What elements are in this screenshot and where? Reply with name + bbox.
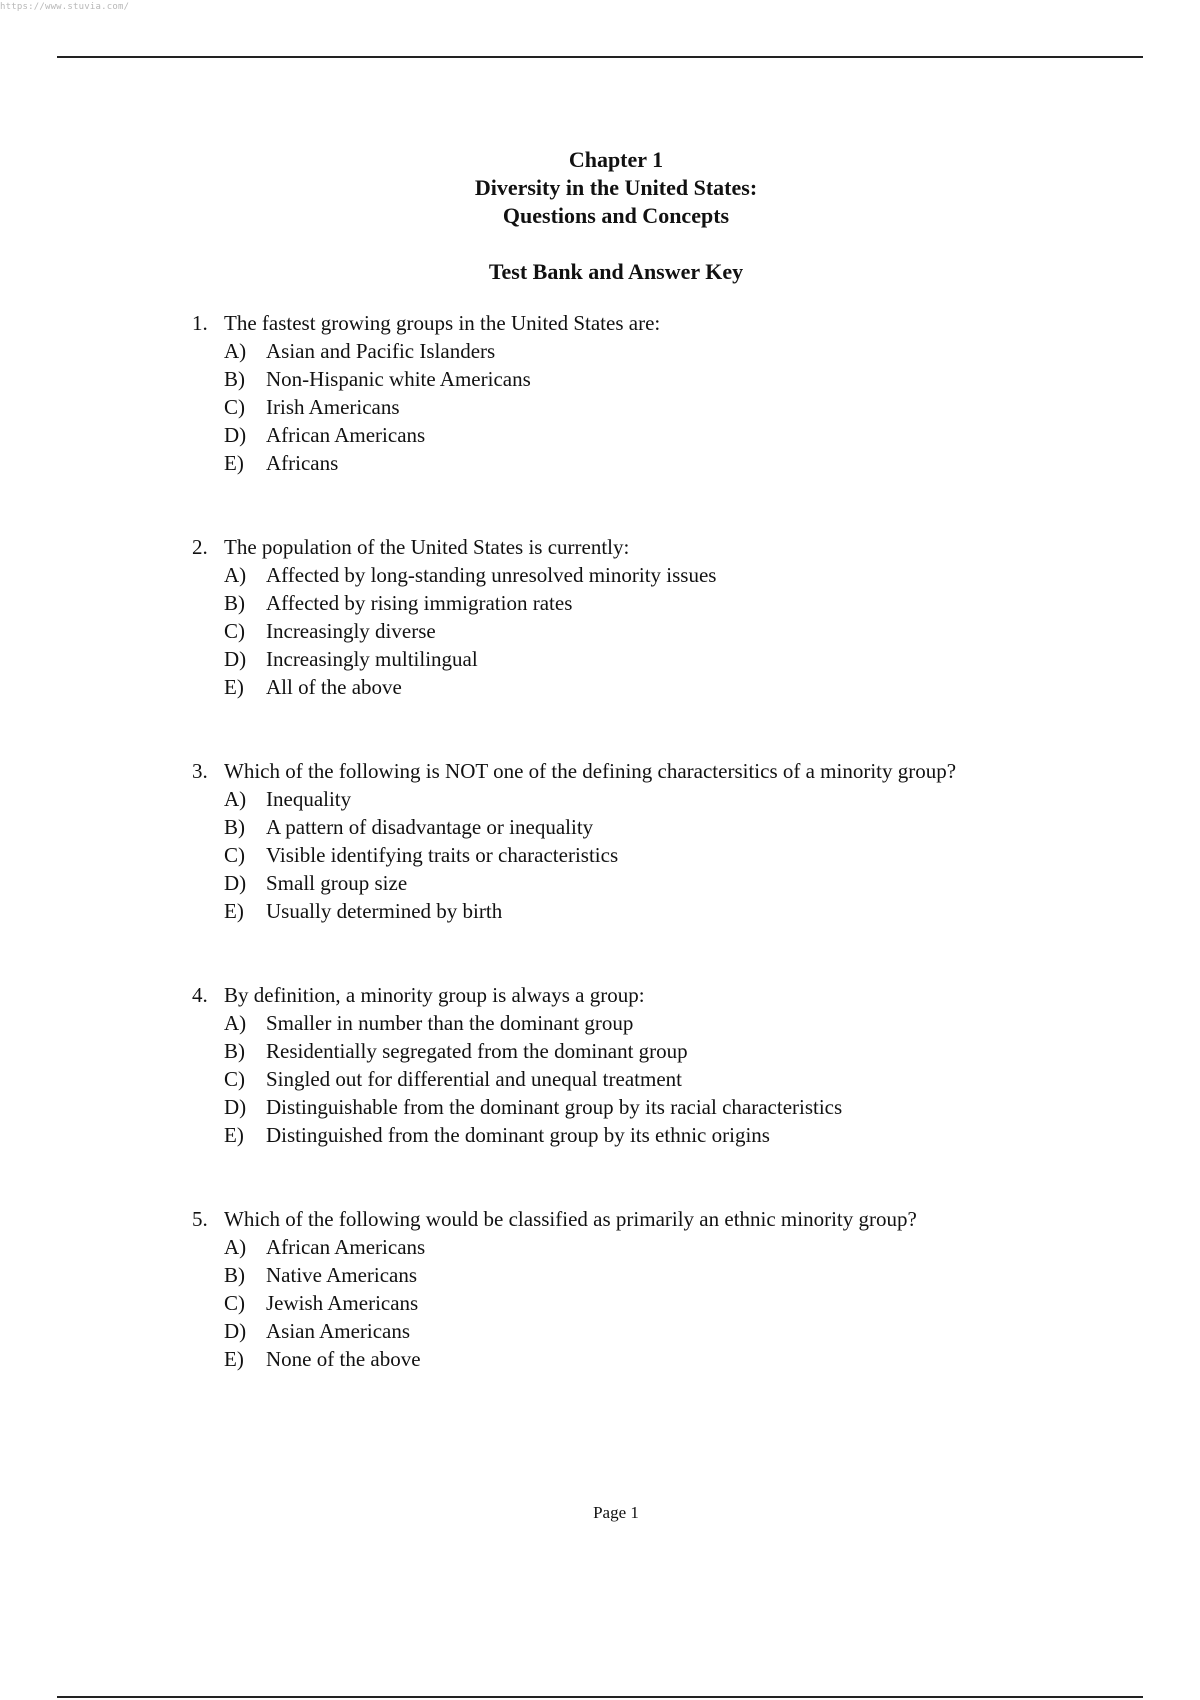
- option-letter: C): [224, 619, 245, 643]
- option-d: [224, 422, 1152, 450]
- option-text: Africans: [266, 451, 339, 475]
- option-text: Small group size: [266, 871, 408, 895]
- option-letter: D): [224, 647, 247, 671]
- option-letter: D): [224, 1095, 247, 1119]
- option-list: [192, 338, 1152, 478]
- option-text: Native Americans: [266, 1263, 418, 1287]
- option-letter: E): [224, 1347, 244, 1371]
- chapter-title-line-1: Diversity in the United States:: [474, 175, 758, 200]
- option-letter: C): [224, 843, 245, 867]
- top-divider: [57, 56, 1143, 58]
- option-c: [224, 1066, 1152, 1094]
- question-list: [192, 310, 1152, 1430]
- question-text: The population of the United States is currently:: [224, 535, 630, 559]
- document-subtitle: Test Bank and Answer Key: [488, 259, 744, 284]
- option-letter: B): [224, 1263, 245, 1287]
- option-text: Affected by rising immigration rates: [266, 591, 573, 615]
- option-text: Distinguished from the dominant group by its ethnic origins: [266, 1123, 770, 1147]
- question-text: Which of the following is NOT one of the defining charactersitics of a minority group?: [224, 759, 957, 783]
- option-text: Asian Americans: [266, 1319, 411, 1343]
- option-c: [224, 842, 1152, 870]
- option-text: African Americans: [266, 423, 426, 447]
- option-b: [224, 590, 1152, 618]
- bottom-divider: [57, 1696, 1143, 1698]
- question-4: [192, 982, 1152, 1206]
- option-a: [224, 1234, 1152, 1262]
- option-text: Asian and Pacific Islanders: [266, 339, 496, 363]
- option-letter: A): [224, 563, 247, 587]
- question-stem: [192, 758, 1152, 786]
- option-text: Smaller in number than the dominant group: [266, 1011, 634, 1035]
- option-letter: A): [224, 787, 247, 811]
- option-text: A pattern of disadvantage or inequality: [266, 815, 594, 839]
- question-2: [192, 534, 1152, 758]
- option-letter: B): [224, 815, 245, 839]
- option-a: [224, 786, 1152, 814]
- option-letter: E): [224, 451, 244, 475]
- question-3: [192, 758, 1152, 982]
- question-number: 3.: [192, 759, 208, 783]
- question-stem: [192, 534, 1152, 562]
- option-c: [224, 618, 1152, 646]
- question-1: [192, 310, 1152, 534]
- option-text: Residentially segregated from the dominant group: [266, 1039, 688, 1063]
- option-text: Non-Hispanic white Americans: [266, 367, 531, 391]
- option-letter: A): [224, 339, 247, 363]
- option-a: [224, 338, 1152, 366]
- option-letter: E): [224, 1123, 244, 1147]
- option-text: None of the above: [266, 1347, 421, 1371]
- question-number: 5.: [192, 1207, 208, 1231]
- option-text: Jewish Americans: [266, 1291, 419, 1315]
- option-text: African Americans: [266, 1235, 426, 1259]
- option-e: [224, 674, 1152, 702]
- option-list: [192, 562, 1152, 702]
- option-letter: B): [224, 591, 245, 615]
- option-text: Affected by long-standing unresolved minority issues: [266, 563, 717, 587]
- option-d: [224, 646, 1152, 674]
- option-letter: C): [224, 1067, 245, 1091]
- question-5: [192, 1206, 1152, 1430]
- option-b: [224, 1038, 1152, 1066]
- option-letter: D): [224, 1319, 247, 1343]
- option-list: [192, 1010, 1152, 1150]
- source-url: https://www.stuvia.com/: [0, 2, 130, 12]
- option-letter: E): [224, 899, 244, 923]
- option-letter: B): [224, 1039, 245, 1063]
- question-text: Which of the following would be classified as primarily an ethnic minority group?: [224, 1207, 917, 1231]
- option-letter: B): [224, 367, 245, 391]
- option-letter: A): [224, 1235, 247, 1259]
- option-letter: E): [224, 675, 244, 699]
- option-letter: D): [224, 423, 247, 447]
- question-number: 4.: [192, 983, 208, 1007]
- option-letter: C): [224, 395, 245, 419]
- option-letter: A): [224, 1011, 247, 1035]
- option-text: Visible identifying traits or characteristics: [266, 843, 619, 867]
- option-text: All of the above: [266, 675, 402, 699]
- question-number: 2.: [192, 535, 208, 559]
- option-e: [224, 1122, 1152, 1150]
- option-text: Usually determined by birth: [266, 899, 503, 923]
- option-list: [192, 786, 1152, 926]
- option-letter: D): [224, 871, 247, 895]
- question-text: The fastest growing groups in the United States are:: [224, 311, 661, 335]
- chapter-label: Chapter 1: [568, 147, 664, 172]
- option-d: [224, 870, 1152, 898]
- question-stem: [192, 982, 1152, 1010]
- page-number: Page 1: [593, 1503, 639, 1522]
- option-d: [224, 1318, 1152, 1346]
- option-a: [224, 1010, 1152, 1038]
- option-d: [224, 1094, 1152, 1122]
- option-text: Distinguishable from the dominant group by its racial characteristics: [266, 1095, 843, 1119]
- option-c: [224, 1290, 1152, 1318]
- chapter-title-line-2: Questions and Concepts: [502, 203, 730, 228]
- option-b: [224, 1262, 1152, 1290]
- question-text: By definition, a minority group is always a group:: [224, 983, 645, 1007]
- option-e: [224, 450, 1152, 478]
- option-b: [224, 814, 1152, 842]
- option-text: Increasingly diverse: [266, 619, 436, 643]
- option-a: [224, 562, 1152, 590]
- option-b: [224, 366, 1152, 394]
- question-number: 1.: [192, 311, 208, 335]
- chapter-header: [0, 146, 1200, 230]
- option-list: [192, 1234, 1152, 1374]
- option-text: Irish Americans: [266, 395, 400, 419]
- option-text: Increasingly multilingual: [266, 647, 478, 671]
- option-e: [224, 1346, 1152, 1374]
- question-stem: [192, 310, 1152, 338]
- option-text: Inequality: [266, 787, 352, 811]
- option-letter: C): [224, 1291, 245, 1315]
- question-stem: [192, 1206, 1152, 1234]
- option-text: Singled out for differential and unequal treatment: [266, 1067, 682, 1091]
- option-c: [224, 394, 1152, 422]
- option-e: [224, 898, 1152, 926]
